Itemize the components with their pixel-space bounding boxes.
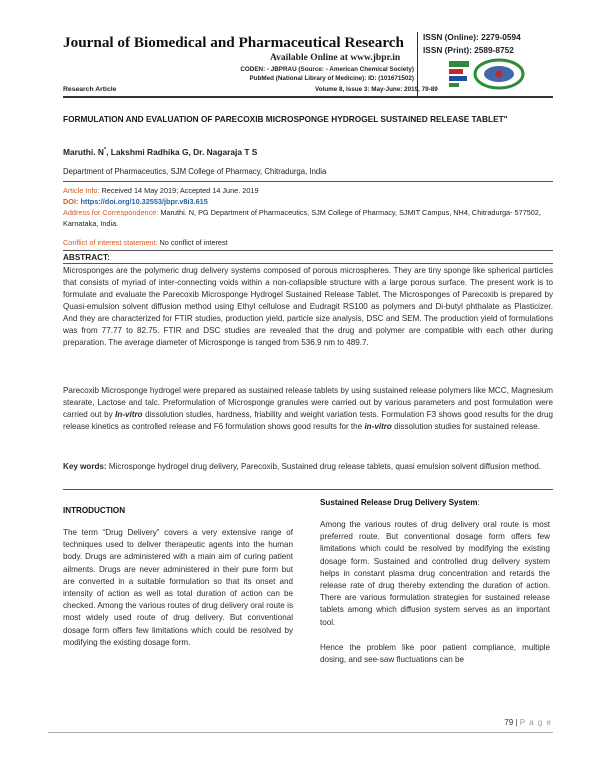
- doi-link[interactable]: https://doi.org/10.32553/jbpr.v8i3.615: [80, 197, 208, 206]
- page-separator: |: [513, 718, 520, 727]
- logo-bar-blue: [449, 76, 467, 81]
- author-list: [63, 147, 257, 157]
- journal-logo-icon: [447, 57, 527, 91]
- conflict-label: Conflict of interest statement:: [63, 238, 158, 247]
- page-number: 79: [504, 718, 514, 727]
- keywords-text: Microsponge hydrogel drug delivery, Parecoxib, Sustained drug release tablets, quasi emulsion solvent diffusion method.: [106, 462, 541, 471]
- volume-info: Volume 8, Issue 3: May-June: 2019, 79-89: [315, 86, 438, 93]
- journal-name: Journal of Biomedical and Pharmaceutical Research: [63, 34, 404, 51]
- logo-bar-green-1: [449, 61, 469, 67]
- footer-rule: [48, 732, 553, 733]
- abstract-heading: ABSTRACT:: [63, 253, 110, 262]
- abstract-rule-top: [63, 250, 553, 251]
- issn-print: ISSN (Print): 2589-8752: [423, 45, 514, 55]
- srdds-paragraph-2: Hence the problem like poor patient compliance, multiple dosing, and see-saw fluctuations can be: [320, 643, 550, 665]
- issn-online: ISSN (Online): 2279-0594: [423, 32, 521, 42]
- intro-heading: INTRODUCTION: [63, 506, 126, 515]
- corresponding-author: Maruthi. N: [63, 147, 104, 157]
- logo-dot: [496, 71, 503, 78]
- article-type: Research Article: [63, 86, 117, 93]
- abstract-paragraph-2: [63, 385, 553, 433]
- abstract-invitro-2: in-vitro: [364, 422, 392, 431]
- abstract-p2-text-c: dissolution studies for sustained release.: [391, 422, 540, 431]
- keywords: [63, 461, 553, 473]
- abstract-p2-text-a: Parecoxib Microsponge hydrogel were prepared as sustained release tablets by using sustained release polymers like MCC, Magnesium stearate, Lactose and talc. Preformulation of Microsponge granules were carried out by various parameters and post formulation were carried out by: [63, 386, 553, 419]
- affiliation: Department of Pharmaceutics, SJM College of Pharmacy, Chitradurga, India: [63, 167, 327, 176]
- abstract-rule-bottom: [63, 263, 553, 264]
- srdds-heading: Sustained Release Drug Delivery System: [320, 498, 478, 507]
- abstract-end-rule: [63, 489, 553, 490]
- article-info-label: Article Info:: [63, 186, 100, 195]
- correspondence: [63, 208, 553, 229]
- info-rule-top: [63, 181, 553, 182]
- keywords-label: Key words:: [63, 462, 107, 471]
- corresponding-mark: *: [103, 147, 107, 154]
- conflict-line: [63, 238, 553, 249]
- doi-line: [63, 197, 553, 208]
- coden-line: CODEN: - JBPRAU (Source: - American Chemical Society): [240, 66, 414, 73]
- correspondence-text: Maruthi. N, PG Department of Pharmaceutics, SJM College of Pharmacy, SJMIT Campus, NH4, Chitradurga- 577502, Karnataka, India.: [63, 208, 541, 228]
- intro-paragraph: The term “Drug Delivery” covers a very extensive range of techniques used to deliver therapeutic agents into the human body. Drugs are administered with a main aim of curing patient ailments. Drugs are never administered in their pure form but are converted in a suitable formulation so that its onset and intensity of action as well as total duration of action can be checked. Among the various routes of drug delivery oral route is most widely used route of drug delivery. But conventional dosage form offers few limitations which could be resolved by modifying the existing dosage form.: [63, 528, 293, 647]
- article-info: [63, 186, 553, 197]
- correspondence-label: Address for Correspondence:: [63, 208, 159, 217]
- doi-label: DOI:: [63, 197, 81, 206]
- conflict-text: No conflict of interest: [157, 238, 228, 247]
- srdds-paragraph-1: Among the various routes of drug delivery oral route is most preferred route. But conventional dosage form offers few limitations which could be resolved by modifying the existing dosage form. Sustained and controlled drug delivery system helps in constant plasma drug concentration and retards the release rate of drug thereby extending the duration of action. There are various formulation strategies for sustained release tablets among which diffusion system serves as an important tool.: [320, 520, 550, 627]
- abstract-p2-text-b: dissolution studies, hardness, friability and weight variation tests. Formulation F3 shows good results for the drug release kinetics as controlled release and F6 formulation shows good results for the: [63, 410, 553, 431]
- srdds-heading-line: [320, 498, 480, 507]
- srdds-colon: :: [477, 498, 480, 507]
- logo-bar-red: [449, 69, 463, 74]
- journal-website[interactable]: Available Online at www.jbpr.in: [270, 53, 401, 63]
- page-label: P a g e: [519, 718, 552, 727]
- logo-bar-green-2: [449, 83, 459, 87]
- pubmed-line: PubMed (National Library of Medicine): ID: (101671502): [249, 75, 414, 82]
- article-title: FORMULATION AND EVALUATION OF PARECOXIB MICROSPONGE HYDROGEL SUSTAINED RELEASE TABLET": [63, 114, 508, 124]
- article-info-text: Received 14 May 2019; Accepted 14 June. 2019: [99, 186, 259, 195]
- abstract-invitro-1: In-vitro: [115, 410, 143, 419]
- co-authors: , Lakshmi Radhika G, Dr. Nagaraja T S: [106, 147, 258, 157]
- header-rule: [63, 96, 553, 98]
- abstract-paragraph-1: Microsponges are the polymeric drug delivery systems composed of porous microspheres. They are tiny sponge like spherical particles that consists of myriad of inter-connecting voids within a non-collapsible structure with a large porous surface. The present work is to formulate and evaluate the Parecoxib Microsponge Hydrogel Sustained Release Tablet. The Microsponges of Parecoxib is prepared by Quasi-emulsion solvent diffusion method using Ethyl cellulose and Eudragit RS100 as polymers and Di-butyl phthalate as Plasticizer. And they are characterized for FTIR studies, production yield, particle size analysis, DSC and SEM. The production yield of formulations was from 77.77 to 82.75. FTIR and DSC studies are revealed that the drug and polymer are compatible with each other during preparation. The average diameter of Microsponge is ranged from 536.9 nm to 489.7.: [63, 266, 553, 347]
- page-footer: [504, 718, 552, 727]
